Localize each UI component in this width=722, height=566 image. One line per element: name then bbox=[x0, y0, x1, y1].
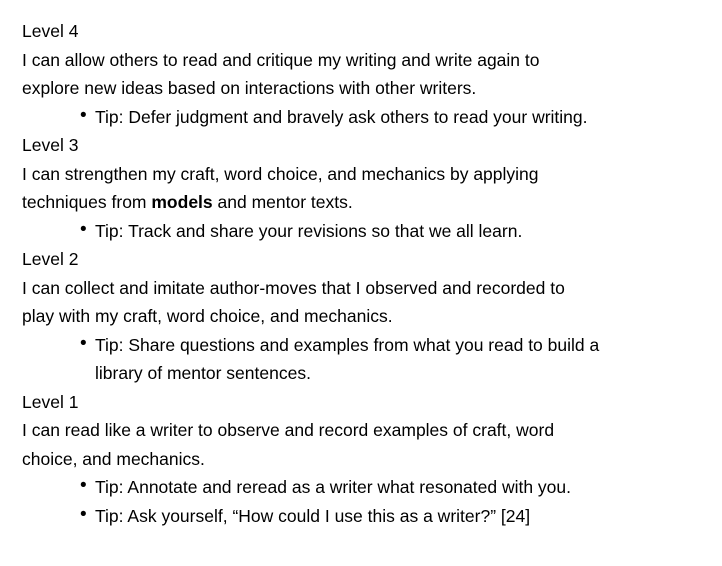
text-run: Tip: Ask yourself, “How could I use this as a writer?” [24] bbox=[95, 505, 531, 526]
text-run: library of mentor sentences. bbox=[95, 363, 311, 383]
text-run: Level 4 bbox=[22, 21, 79, 41]
bullet-icon: • bbox=[80, 218, 87, 240]
bullet-icon: • bbox=[80, 104, 87, 126]
bullet-icon: • bbox=[80, 503, 87, 525]
tip-bullet-line bbox=[22, 217, 712, 246]
text-run: I can strengthen my craft, word choice, and mechanics by applying bbox=[22, 163, 539, 184]
bullet-icon: • bbox=[80, 475, 87, 496]
body-text-line bbox=[22, 274, 712, 303]
tip-bullet-line bbox=[22, 502, 712, 531]
text-run: choice, and mechanics. bbox=[22, 448, 205, 469]
level-heading-line bbox=[22, 245, 712, 274]
text-run: explore new ideas based on interactions with other writers. bbox=[22, 78, 477, 98]
text-run: and mentor texts. bbox=[212, 192, 353, 212]
text-run: Tip: Defer judgment and bravely ask others to read your writing. bbox=[95, 106, 588, 127]
body-text-line bbox=[22, 46, 712, 75]
tip-bullet-line bbox=[22, 103, 712, 132]
level-heading-line bbox=[22, 388, 712, 417]
body-text-line bbox=[22, 188, 712, 217]
text-run: techniques from bbox=[22, 192, 152, 212]
body-text-line bbox=[22, 416, 712, 445]
document-content bbox=[22, 17, 712, 530]
text-run: Level 3 bbox=[22, 135, 79, 155]
body-text-line bbox=[22, 160, 712, 189]
text-run: Level 2 bbox=[22, 249, 79, 269]
text-run: Tip: Share questions and examples from what you read to build a bbox=[95, 334, 600, 355]
text-run: I can allow others to read and critique my writing and write again to bbox=[22, 49, 540, 70]
tip-bullet-line bbox=[22, 331, 712, 360]
bullet-icon: • bbox=[80, 332, 87, 354]
text-run: I can read like a writer to observe and record examples of craft, word bbox=[22, 420, 555, 440]
level-heading-line bbox=[22, 17, 712, 46]
body-text-line bbox=[22, 445, 712, 474]
body-text-line bbox=[22, 74, 712, 103]
text-run: play with my craft, word choice, and mechanics. bbox=[22, 306, 393, 326]
bold-text-run: models bbox=[151, 192, 213, 212]
text-run: Tip: Track and share your revisions so that we all learn. bbox=[95, 220, 523, 241]
level-heading-line bbox=[22, 131, 712, 160]
tip-bullet-line bbox=[22, 473, 712, 502]
text-run: Tip: Annotate and reread as a writer what resonated with you. bbox=[95, 477, 572, 497]
text-run: Level 1 bbox=[22, 391, 79, 412]
tip-continuation-line bbox=[22, 359, 712, 388]
body-text-line bbox=[22, 302, 712, 331]
text-run: I can collect and imitate author-moves that I observed and recorded to bbox=[22, 277, 565, 298]
